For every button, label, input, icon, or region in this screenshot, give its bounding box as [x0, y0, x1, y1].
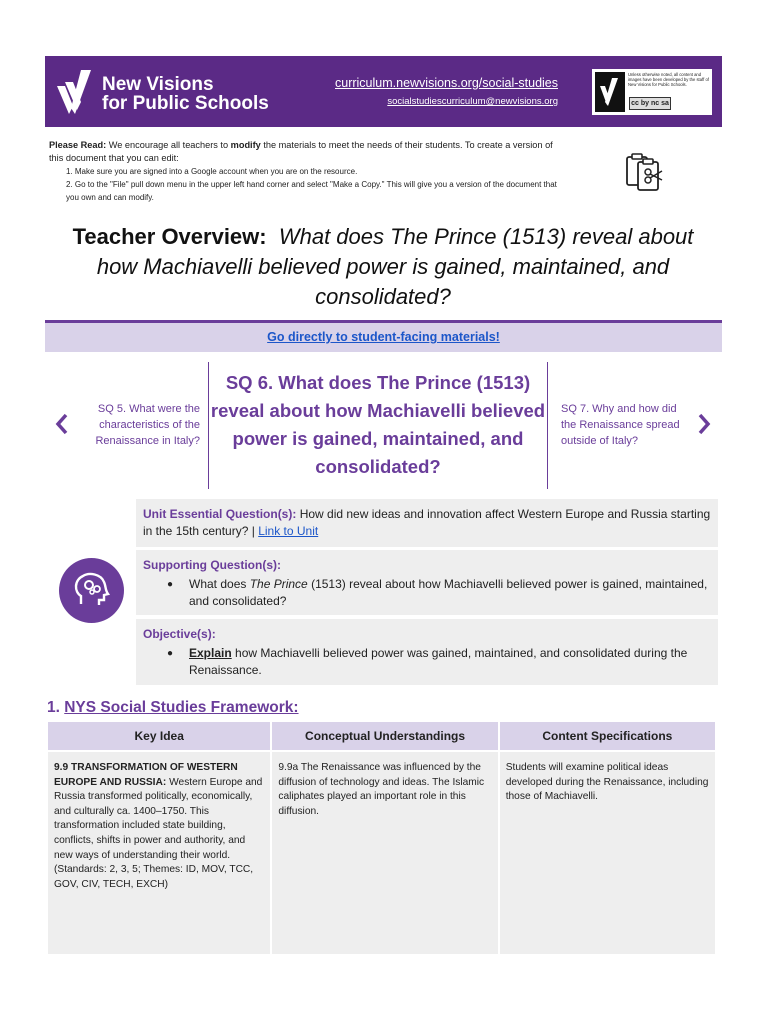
- title-question: What does The Prince (1513) reveal about how Machiavelli believed power is gained, maintained, and consolidated?: [96, 224, 694, 309]
- email-link[interactable]: socialstudiescurriculum@newvisions.org: [387, 96, 558, 107]
- license-text: Unless otherwise noted, all content and images have been developed by the staff of New Visions for Public Schools.: [628, 72, 709, 87]
- unit-eq-label: Unit Essential Question(s):: [143, 507, 297, 521]
- column-header-key-idea: Key Idea: [47, 721, 271, 751]
- previous-sq-link[interactable]: SQ 5. What were the characteristics of the Renaissance in Italy?: [95, 403, 200, 447]
- current-sq-heading: SQ 6. What does The Prince (1513) reveal about how Machiavelli believed power is gained, maintained, and consolidated?: [208, 362, 548, 489]
- student-materials-link[interactable]: Go directly to student-facing materials!: [267, 330, 500, 344]
- objective-label: Objective(s):: [143, 627, 216, 641]
- framework-table: [46, 720, 717, 956]
- make-copy-icon: [624, 152, 666, 192]
- student-materials-bar: [45, 323, 722, 352]
- please-read-text-before: We encourage all teachers to: [106, 140, 231, 150]
- supporting-text-pre: What does: [189, 577, 250, 591]
- please-read-label: Please Read:: [49, 140, 107, 150]
- list-item: [167, 576, 711, 610]
- license-logo-icon: [595, 72, 625, 112]
- conceptual-cell: 9.9a The Renaissance was influenced by the diffusion of technology and ideas. The Islamic caliphates played an important role in this diffusion.: [271, 751, 498, 955]
- please-read-emphasis: modify: [230, 140, 261, 150]
- header-banner: [45, 56, 722, 127]
- new-visions-logo-icon: [55, 66, 103, 118]
- please-read-note: [49, 139, 569, 204]
- table-row: [47, 751, 716, 955]
- supporting-questions: [136, 550, 718, 615]
- license-box: [592, 69, 712, 115]
- framework-link[interactable]: NYS Social Studies Framework:: [64, 699, 299, 716]
- link-to-unit[interactable]: Link to Unit: [258, 524, 319, 538]
- content-spec-cell: Students will examine political ideas developed during the Renaissance, including those of Machiavelli.: [499, 751, 716, 955]
- key-idea-text: Western Europe and Russia transformed politically, economically, and culturally ca. 1400–1750. This transformation included state building, conflicts, shifts in power and authority, and new ways of understanding their world. (Standards: 2, 3, 5; Themes: ID, MOV, TCC, GOV, CIV, TECH, EXCH): [54, 776, 263, 890]
- key-idea-title: 9.9 TRANSFORMATION OF WESTERN EUROPE AND RUSSIA:: [54, 762, 238, 788]
- supporting-text-post: (1513) reveal about how Machiavelli believed power is gained, maintained, and consolidated?: [189, 577, 708, 608]
- site-link[interactable]: curriculum.newvisions.org/social-studies: [335, 76, 558, 90]
- title-label: Teacher Overview:: [72, 224, 267, 249]
- list-item: [167, 645, 711, 679]
- please-read-step-1: 1. Make sure you are signed into a Google account when you are on the resource.: [66, 167, 358, 176]
- supporting-book-title: The Prince: [249, 577, 308, 591]
- objectives: [136, 619, 718, 685]
- org-name: [102, 75, 269, 113]
- table-header-row: [47, 721, 716, 751]
- column-header-conceptual: Conceptual Understandings: [271, 721, 498, 751]
- please-read-step-2: 2. Go to the "File" pull down menu in the upper left hand corner and select "Make a Copy." This will give you a version of the document that you own and can modify.: [66, 180, 557, 202]
- org-name-line1: New Visions: [102, 74, 214, 95]
- supporting-label: Supporting Question(s):: [143, 558, 281, 572]
- banner-links: [335, 76, 558, 108]
- cc-license-badge[interactable]: cc by nc sa: [629, 97, 671, 110]
- unit-essential-question: [136, 499, 718, 547]
- brain-gears-icon: [59, 558, 124, 623]
- chevron-left-icon[interactable]: [54, 412, 70, 436]
- objective-list: [143, 645, 711, 679]
- framework-number: 1.: [47, 699, 65, 716]
- page-title: [50, 222, 716, 312]
- objective-verb: Explain: [189, 646, 232, 660]
- objective-text: how Machiavelli believed power was gained, maintained, and consolidated during the Renaissance.: [189, 646, 688, 677]
- next-sq-link[interactable]: SQ 7. Why and how did the Renaissance spread outside of Italy?: [561, 403, 680, 447]
- org-name-line2: for Public Schools: [102, 93, 269, 114]
- framework-heading: [47, 698, 299, 718]
- supporting-list: [143, 576, 711, 610]
- chevron-right-icon[interactable]: [696, 412, 712, 436]
- column-header-content: Content Specifications: [499, 721, 716, 751]
- please-read-text-after: the materials to meet the needs of their students. To create a version of this document that you can edit:: [49, 140, 553, 163]
- unit-eq-text: How did new ideas and innovation affect Western Europe and Russia starting in the 15th century? |: [143, 507, 711, 538]
- key-idea-cell: [47, 751, 271, 955]
